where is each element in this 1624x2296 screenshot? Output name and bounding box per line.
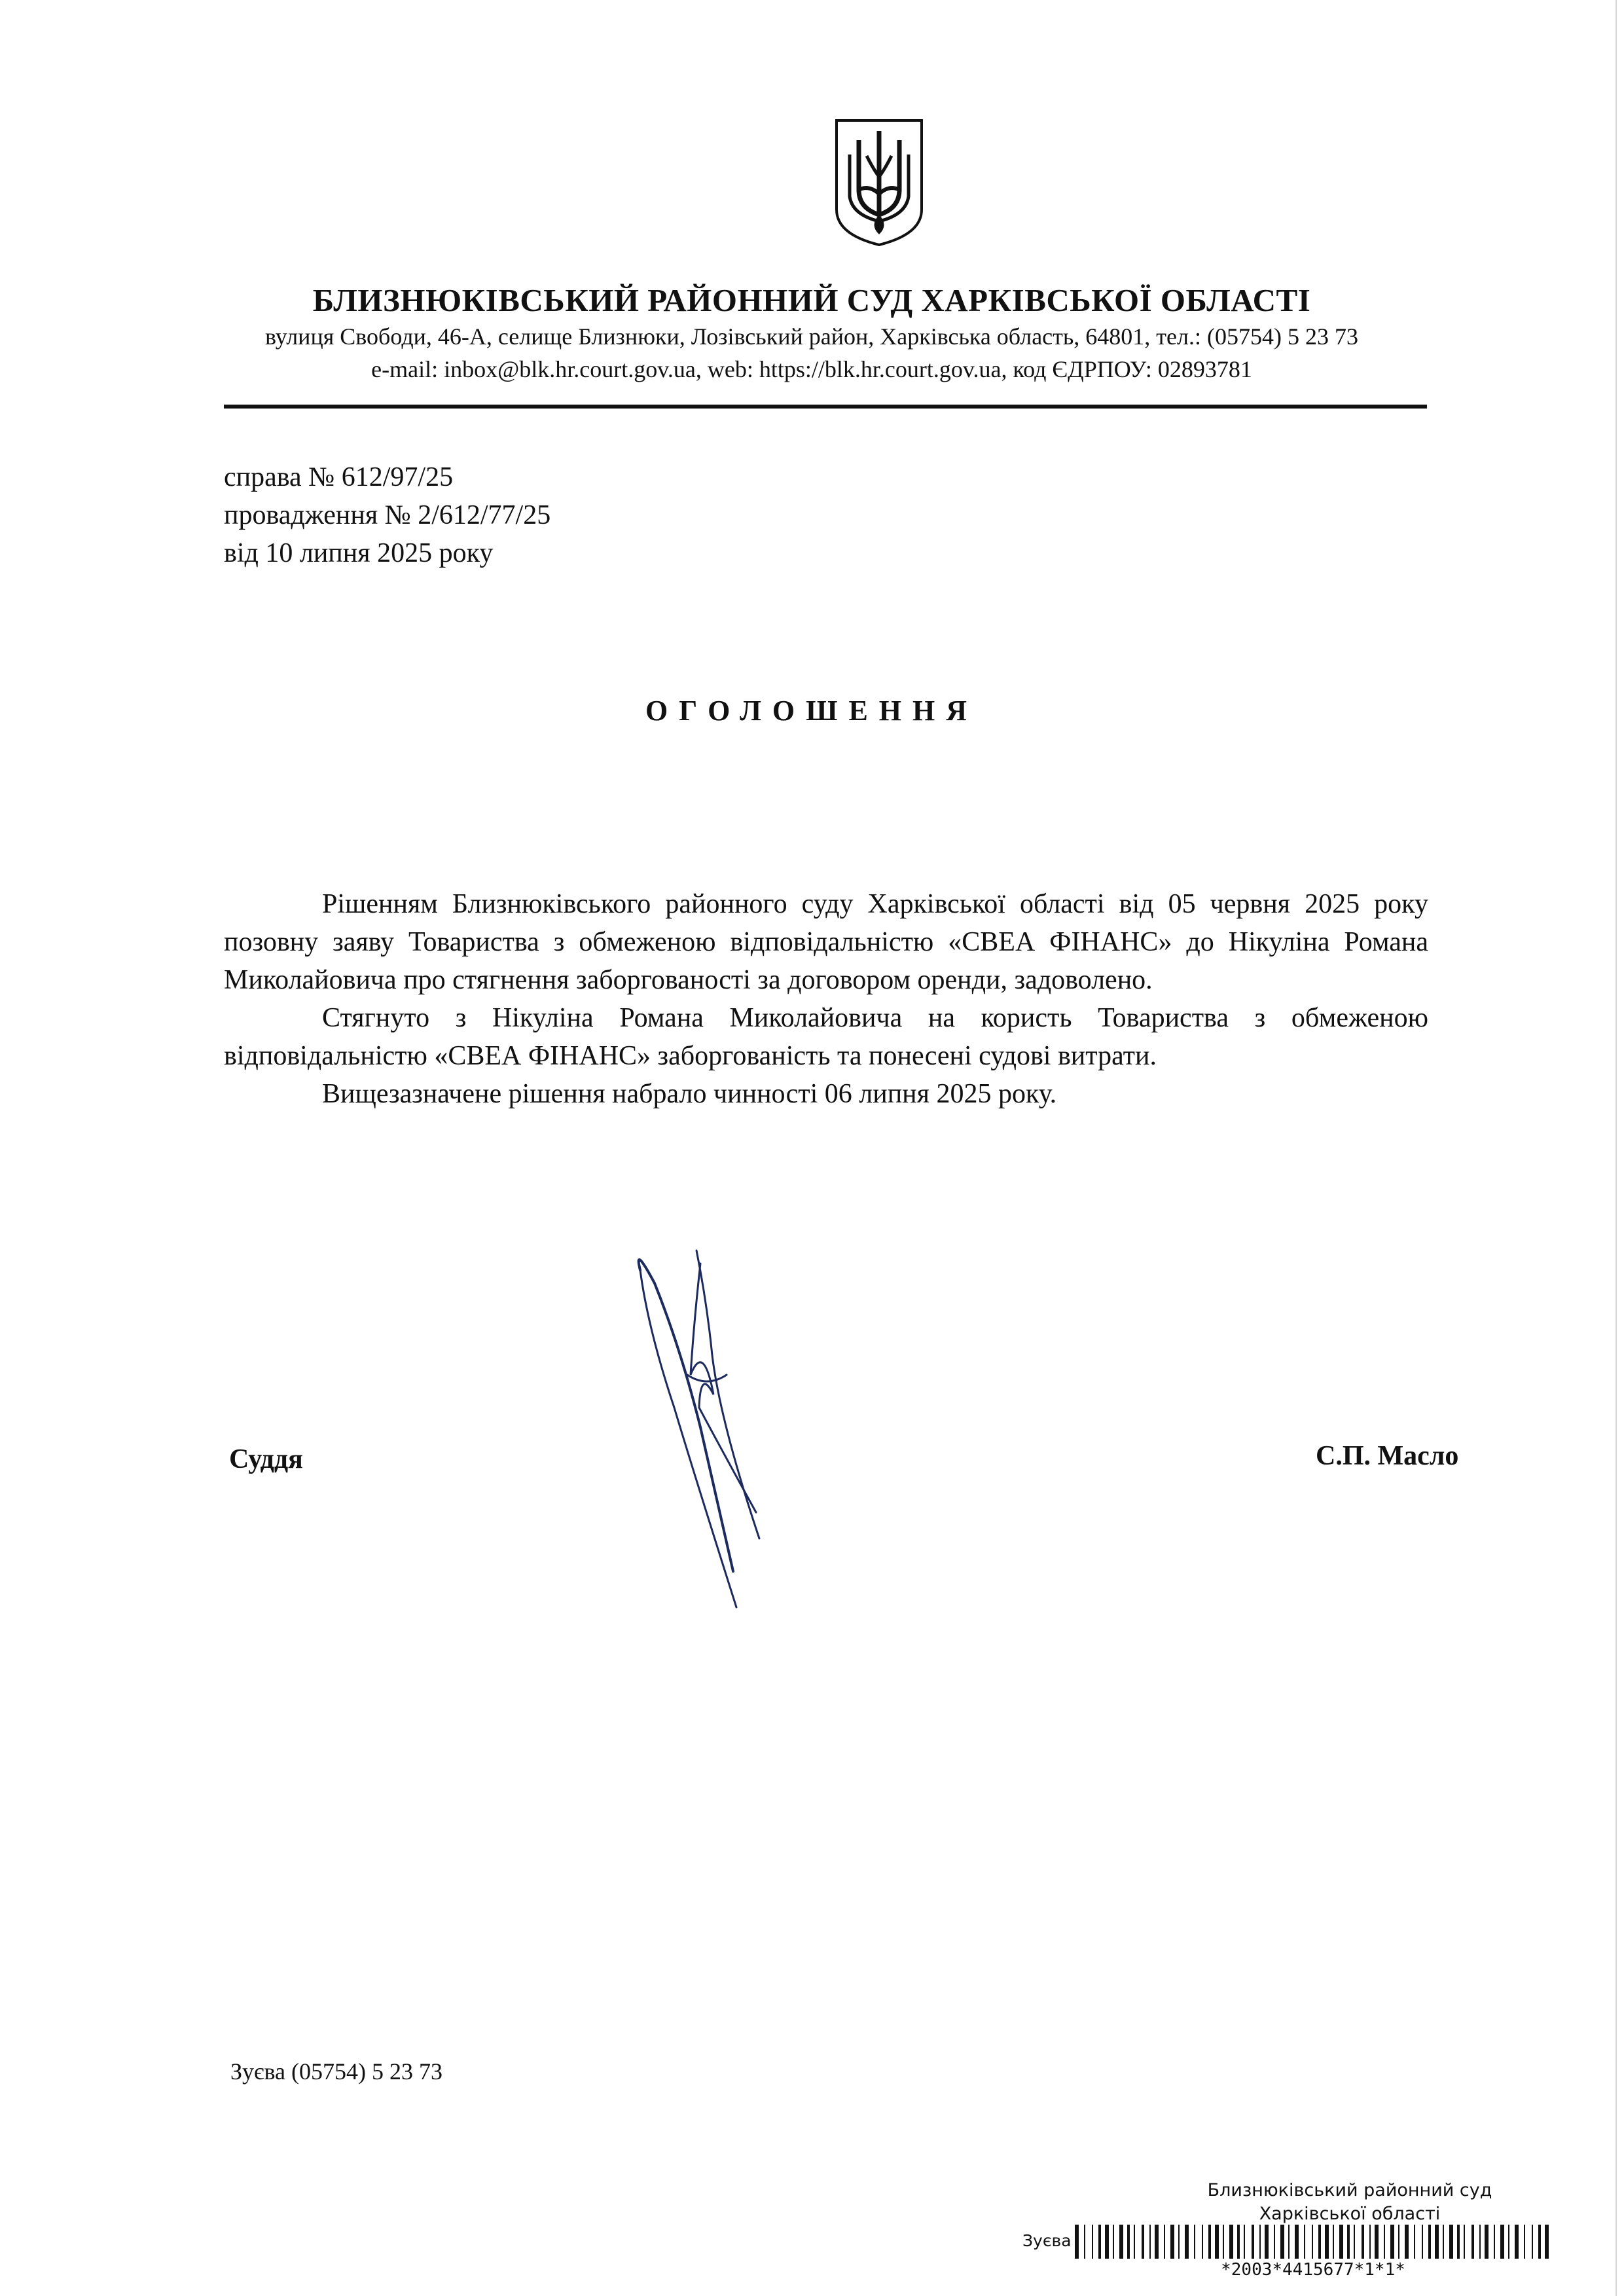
- coat-of-arms-icon: [833, 117, 926, 249]
- barcode-bar: [1485, 2225, 1489, 2259]
- judge-role-label: Суддя: [229, 1444, 303, 1474]
- barcode-bar: [1237, 2225, 1240, 2259]
- barcode-bar: [1252, 2225, 1254, 2259]
- barcode-bar: [1149, 2225, 1151, 2259]
- barcode-bar: [1075, 2225, 1079, 2259]
- header-divider: [224, 405, 1427, 409]
- barcode-bar: [1170, 2225, 1174, 2259]
- barcode-bar: [1280, 2225, 1284, 2259]
- barcode-bar: [1194, 2225, 1195, 2259]
- court-name: БЛИЗНЮКІВСЬКИЙ РАЙОННИЙ СУД ХАРКІВСЬКОЇ ОБЛАСТІ: [312, 282, 1311, 318]
- barcode-bar: [1134, 2225, 1135, 2259]
- barcode-bar: [1443, 2225, 1444, 2259]
- stamp-court-line: Близнюківський районний суд: [1207, 2180, 1492, 2200]
- case-number: справа № 612/97/25: [224, 462, 454, 492]
- barcode-bar: [1105, 2225, 1109, 2259]
- barcode-bar: [1362, 2225, 1364, 2259]
- announcement-body: [224, 885, 1428, 1113]
- barcode-bar: [1515, 2225, 1519, 2259]
- document-title: ОГОЛОШЕННЯ: [645, 695, 979, 727]
- barcode-bar: [1405, 2225, 1409, 2259]
- barcode-number: *2003*4415677*1*1*: [1221, 2260, 1405, 2280]
- barcode-bar: [1390, 2225, 1394, 2259]
- clerk-contact: Зуєва (05754) 5 23 73: [230, 2058, 442, 2085]
- barcode-bar: [1457, 2225, 1460, 2259]
- court-address: вулиця Свободи, 46-А, селище Близнюки, Лозівський район, Харківська область, 64801, тел.: (05754) 5 23 73: [265, 323, 1358, 350]
- barcode-bar: [1538, 2225, 1541, 2259]
- barcode-bar: [1471, 2225, 1474, 2259]
- barcode-bar: [1532, 2225, 1533, 2259]
- barcode-bar: [1354, 2225, 1355, 2259]
- barcode-bar: [1508, 2225, 1509, 2259]
- barcode-bar: [1304, 2225, 1305, 2259]
- registry-barcode: [1074, 2225, 1553, 2259]
- barcode-bar: [1318, 2225, 1321, 2259]
- barcode-bar: [1155, 2225, 1159, 2259]
- barcode-bar: [1259, 2225, 1261, 2259]
- barcode-bar: [1524, 2225, 1525, 2259]
- registry-stamp: [1121, 2179, 1579, 2226]
- barcode-bar: [1384, 2225, 1385, 2259]
- barcode-bar: [1428, 2225, 1431, 2259]
- barcode-bar: [1369, 2225, 1371, 2259]
- barcode-bar: [1185, 2225, 1189, 2259]
- barcode-bar: [1274, 2225, 1275, 2259]
- stamp-operator: Зуєва: [1022, 2231, 1072, 2250]
- barcode-bar: [1092, 2225, 1093, 2259]
- barcode-bar: [1494, 2225, 1495, 2259]
- barcode-bar: [1545, 2225, 1549, 2259]
- barcode-bar: [1223, 2225, 1224, 2259]
- body-paragraph: Рішенням Близнюківського районного суду Харківської області від 05 червня 2025 року позовну заяву Товариства з обмеженою відповідальністю «СВЕА ФІНАНС» до Нікуліна Романа Миколайовича про стягнення заборгованості за договором оренди, задоволено.: [224, 889, 1428, 995]
- barcode-bar: [1164, 2225, 1165, 2259]
- barcode-bar: [1312, 2225, 1313, 2259]
- page-edge: [1615, 0, 1617, 2296]
- barcode-bar: [1119, 2225, 1123, 2259]
- barcode-bar: [1333, 2225, 1334, 2259]
- barcode-bar: [1422, 2225, 1423, 2259]
- barcode-bar: [1113, 2225, 1114, 2259]
- body-paragraph: Вищезазначене рішення набрало чинності 06 липня 2025 року.: [322, 1079, 1057, 1109]
- proceeding-number: провадження № 2/612/77/25: [224, 500, 551, 530]
- stamp-region-line: Харківської області: [1259, 2204, 1441, 2224]
- body-paragraph: Стягнуто з Нікуліна Романа Миколайовича на користь Товариства з обмеженою відповідальністю «СВЕА ФІНАНС» заборгованість та понесені судові витрати.: [224, 1003, 1428, 1071]
- barcode-bar: [1288, 2225, 1290, 2259]
- barcode-bar: [1325, 2225, 1329, 2259]
- barcode-bar: [1398, 2225, 1399, 2259]
- barcode-bar: [1178, 2225, 1180, 2259]
- barcode-bar: [1295, 2225, 1299, 2259]
- barcode-bar: [1208, 2225, 1211, 2259]
- barcode-bar: [1414, 2225, 1415, 2259]
- barcode-bar: [1449, 2225, 1453, 2259]
- barcode-bar: [1142, 2225, 1144, 2259]
- barcode-bar: [1347, 2225, 1350, 2259]
- barcode-bar: [1479, 2225, 1481, 2259]
- judge-signature: [628, 1237, 779, 1624]
- judge-name: С.П. Масло: [1316, 1441, 1459, 1471]
- barcode-bar: [1229, 2225, 1233, 2259]
- barcode-bar: [1435, 2225, 1439, 2259]
- barcode-bar: [1375, 2225, 1379, 2259]
- barcode-bar: [1084, 2225, 1085, 2259]
- barcode-bar: [1265, 2225, 1269, 2259]
- barcode-bar: [1339, 2225, 1343, 2259]
- document-date: від 10 липня 2025 року: [224, 538, 494, 568]
- barcode-bar: [1244, 2225, 1245, 2259]
- barcode-bar: [1098, 2225, 1101, 2259]
- barcode-bar: [1464, 2225, 1465, 2259]
- barcode-bar: [1215, 2225, 1219, 2259]
- court-contacts: e-mail: inbox@blk.hr.court.gov.ua, web: https://blk.hr.court.gov.ua, код ЄДРПОУ: 02893781: [371, 356, 1252, 382]
- barcode-bar: [1202, 2225, 1203, 2259]
- barcode-bar: [1127, 2225, 1130, 2259]
- barcode-bar: [1500, 2225, 1504, 2259]
